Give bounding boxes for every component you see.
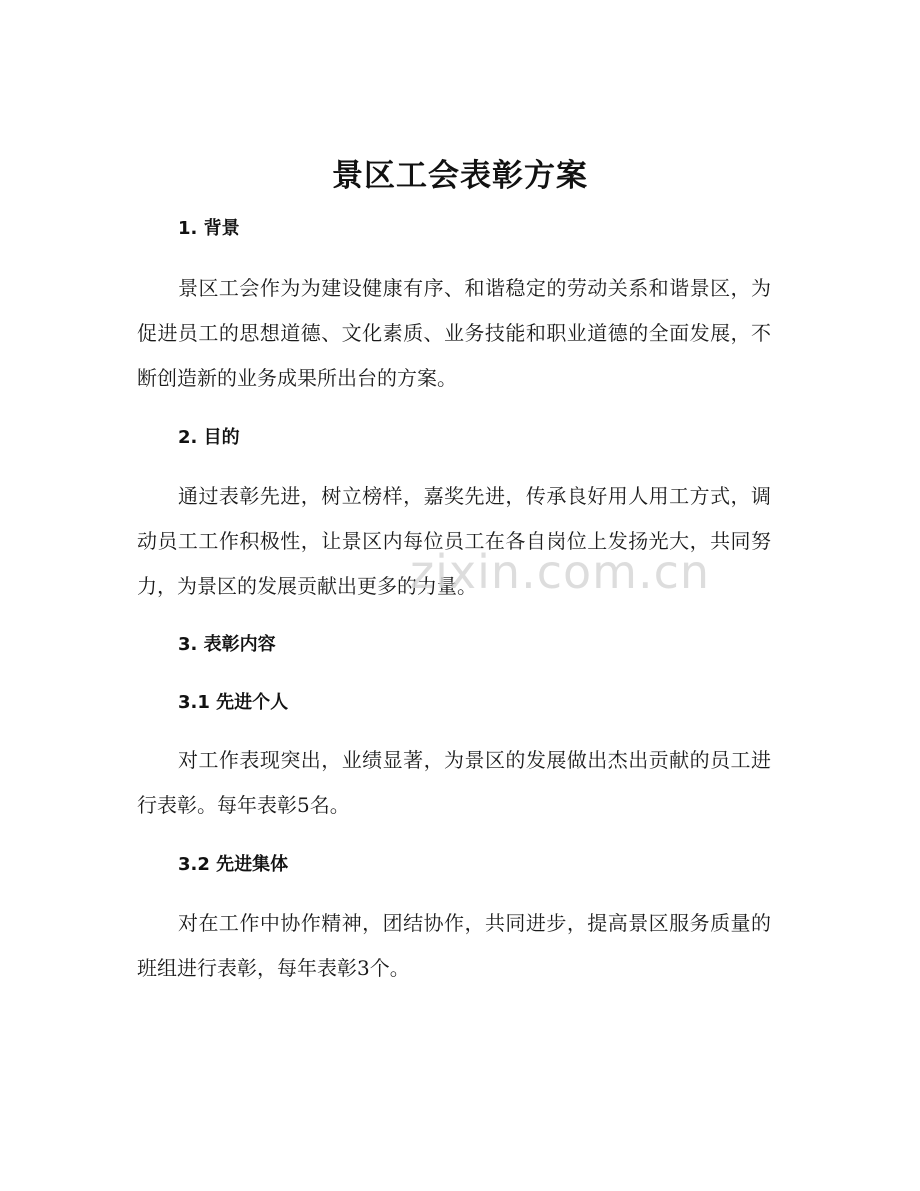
section-heading-advanced-individual: 3.1 先进个人 [178, 692, 289, 713]
section-heading-background: 1. 背景 [178, 218, 240, 239]
section-body-advanced-individual: 对工作表现突出，业绩显著，为景区的发展做出杰出贡献的员工进行表彰。每年表彰5名。 [137, 748, 771, 817]
section-body-background: 景区工会作为为建设健康有序、和谐稳定的劳动关系和谐景区，为促进员工的思想道德、文化素质、业务技能和职业道德的全面发展，不断创造新的业务成果所出台的方案。 [137, 276, 771, 390]
section-body-advanced-collective: 对在工作中协作精神，团结协作，共同进步，提高景区服务质量的班组进行表彰，每年表彰3个。 [137, 911, 771, 980]
section-heading-advanced-collective: 3.2 先进集体 [178, 854, 289, 875]
watermark: zixin.com.cn [410, 545, 711, 599]
section-heading-purpose: 2. 目的 [178, 427, 240, 448]
section-body-purpose: 通过表彰先进，树立榜样，嘉奖先进，传承良好用人用工方式，调动员工工作积极性，让景区内每位员工在各自岗位上发扬光大，共同努力，为景区的发展贡献出更多的力量。 [137, 484, 771, 598]
document-title: 景区工会表彰方案 [332, 158, 588, 194]
section-heading-commendation-content: 3. 表彰内容 [178, 634, 276, 655]
